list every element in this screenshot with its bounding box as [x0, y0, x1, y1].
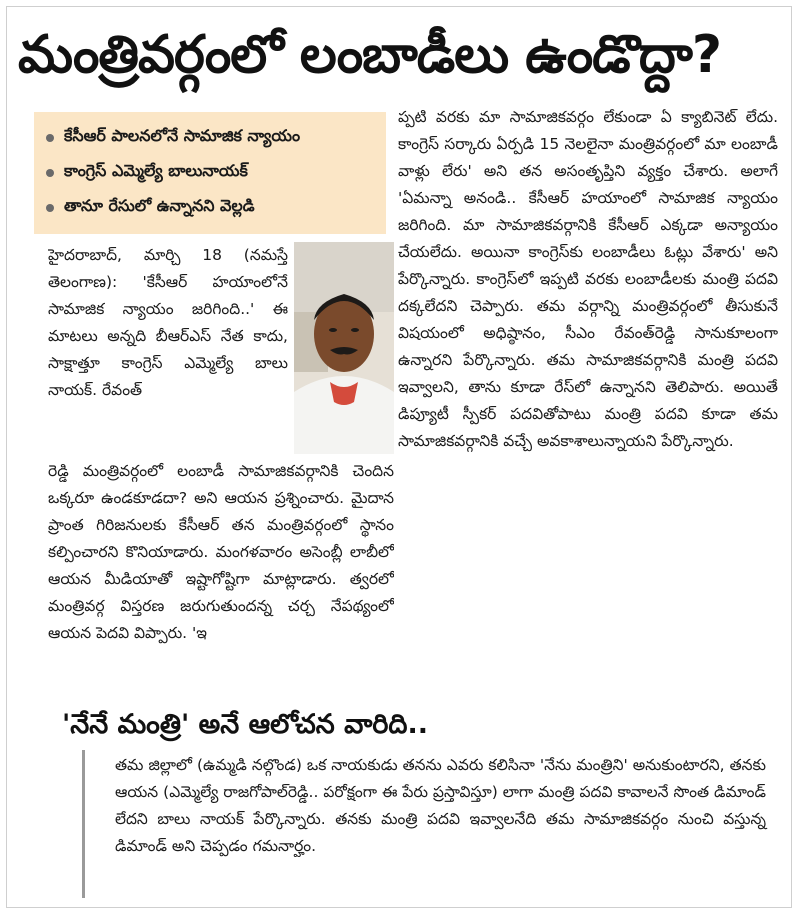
- body-column-left-top: హైదరాబాద్, మార్చి 18 (నమస్తే తెలంగాణ): 'కేసీఆర్ హయాంలోనే సామాజిక న్యాయం జరిగింది..' ఈ మాటలు అన్నది బీఆర్ఎస్ నేత కాదు, సాక్షాత్తూ కాంగ్రెస్ ఎమ్మెల్యే బాలు నాయక్. రేవంత్: [48, 246, 288, 399]
- bullet-icon: [46, 169, 54, 177]
- highlight-item: [46, 190, 376, 225]
- highlights-box: [34, 112, 386, 234]
- politician-photo: [294, 242, 394, 454]
- bullet-icon: [46, 204, 54, 212]
- highlight-text: కేసీఆర్ పాలనలోనే సామాజిక న్యాయం: [64, 126, 301, 145]
- highlight-item: [46, 155, 376, 190]
- highlight-text: కాంగ్రెస్ ఎమ్మెల్యే బాలునాయక్: [64, 161, 248, 180]
- highlight-text: తానూ రేసులో ఉన్నానని వెల్లడి: [64, 196, 255, 215]
- boxed-paragraph: తమ జిల్లాలో (ఉమ్మడి నల్గొండ) ఒక నాయకుడు తనను ఎవరు కలిసినా 'నేను మంత్రిని' అనుకుంటారని, తనకు ఆయన (ఎమ్మెల్యే రాజగోపాల్‌రెడ్డి.. పరోక్షంగా ఈ పేరు ప్రస్తావిస్తూ) లాగా మంత్రి పదవి కావాలనే సొంత డిమాండ్ లేదని బాలు నాయక్ పేర్కొన్నారు. తనకు మంత్రి పదవి ఇవ్వాలనేది తమ సామాజికవర్గం నుంచి వస్తున్న డిమాండ్ అని చెప్పడం గమనార్హం.: [82, 750, 772, 898]
- person-photo-icon: [294, 242, 394, 454]
- highlight-item: [46, 120, 376, 155]
- headline: మంత్రివర్గంలో లంబాడీలు ఉండొద్దా?: [18, 25, 721, 85]
- body-column-right: ప్పటి వరకు మా సామాజికవర్గం లేకుండా ఏ క్యాబినెట్ లేదు. కాంగ్రెస్ సర్కారు ఏర్పడి 15 నెలలైనా మంత్రివర్గంలో మా లంబాడీ వాళ్లు లేరు' అని తన అసంతృప్తిని వ్యక్తం చేశారు. అలాగే 'ఏమన్నా అనండి.. కేసీఆర్ హయాంలో సామాజిక న్యాయం జరిగింది. మా సామాజికవర్గానికి కేసీఆర్ ఎక్కడా అన్యాయం చేయలేదు. అయినా కాంగ్రెస్‌కు లంబాడీలు ఓట్లు వేశారు' అని పేర్కొన్నారు. కాంగ్రెస్‌లో ఇప్పటి వరకు లంబాడీలకు మంత్రి పదవి దక్కలేదని చెప్పారు. తమ వర్గాన్ని మంత్రివర్గంలో తీసుకునే విషయంలో అధిష్ఠానం, సీఎం రేవంత్‌రెడ్డి సానుకూలంగా ఉన్నారని పేర్కొన్నారు. తమ సామాజికవర్గానికి మంత్రి పదవి ఇవ్వాలని, తాను కూడా రేస్‌లో ఉన్నానని తెలిపారు. అయితే డిప్యూటీ స్పీకర్ పదవితోపాటు మంత్రి పదవి కూడా తమ సామాజికవర్గానికి వచ్చే అవకాశాలున్నాయని పేర్కొన్నారు.: [398, 108, 778, 450]
- body-column-left-bottom: రెడ్డి మంత్రివర్గంలో లంబాడీ సామాజికవర్గానికి చెందిన ఒక్కరూ ఉండకూడదా? అని ఆయన ప్రశ్నించారు. మైదాన ప్రాంత గిరిజనులకు కేసీఆర్ తన మంత్రివర్గంలో స్థానం కల్పించారని కొనియాడారు. మంగళవారం అసెంబ్లీ లాబీలో ఆయన మీడియాతో ఇష్టాగోష్టిగా మాట్లాడారు. త్వరలో మంత్రివర్గ విస్తరణ జరుగుతుందన్న చర్చ నేపథ్యంలో ఆయన పెదవి విప్పారు. 'ఇ: [48, 462, 394, 642]
- bullet-icon: [46, 134, 54, 142]
- subheadline: 'నేనే మంత్రి' అనే ఆలోచన వారిది..: [62, 709, 429, 740]
